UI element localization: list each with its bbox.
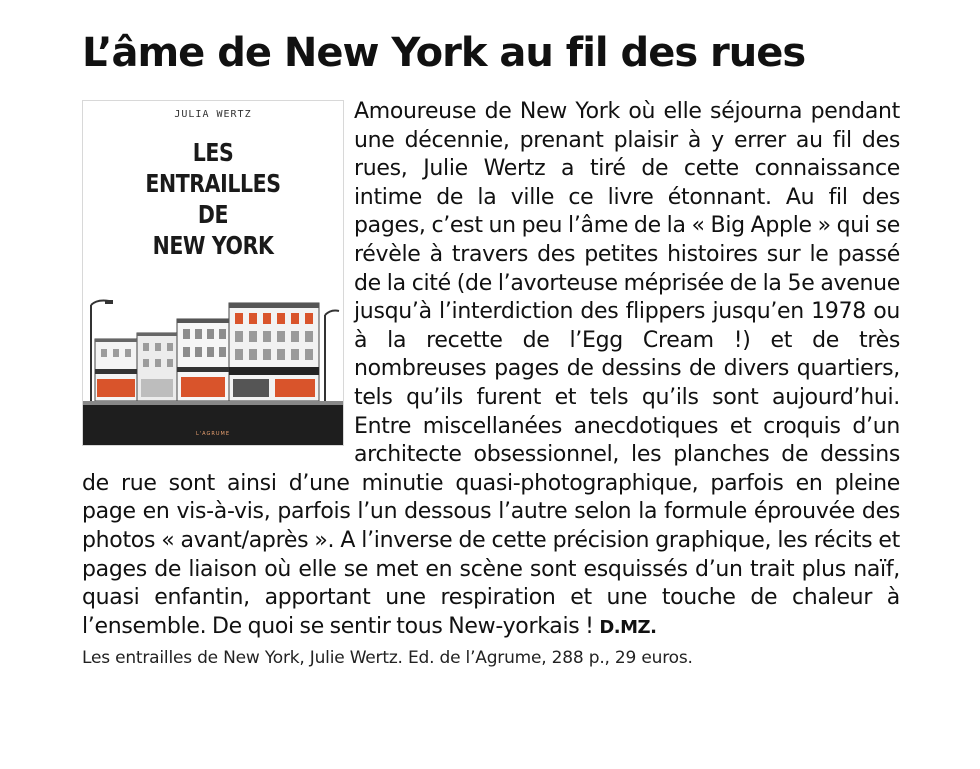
cover-author: JULIA WERTZ (174, 109, 252, 120)
cover-title-line: ENTRAILLES (145, 169, 281, 198)
author-signature: D.MZ. (599, 616, 657, 638)
article (82, 28, 900, 670)
body-text: Amoureuse de New York où elle séjourna pendant une décennie, prenant plaisir à y errer au fil des rues, Julie Wertz a tiré de cette connaissance intime de la ville ce livre étonnant. Au fil des pages, c’est un peu l’âme de la « Big Apple » qui se révèle à travers des petites histoires sur le passé de la cité (de l’avorteuse méprisée de la 5e avenue jusqu’à l’interdiction des flippers jusqu’en 1978 ou à la recette de l’Egg Cream !) et de très nombreuses pages de dessins de divers quartiers, tels qu’ils furent et tels qu’ils sont aujourd’hui. Entre miscellanées anecdotiques et croquis d’un architecte obsessionnel, les planches de dessins de rue sont ainsi d’une minutie quasi-photographique, parfois en pleine page en vis-à-vis, parfois l’un dessous l’autre selon la formule éprouvée des photos « avant/après ». A l’inverse de cette précision graphique, les récits et pages de liaison où elle se met en scène sont esquissés d’un trait plus naïf, quasi enfantin, apportant une respiration et une touche de chaleur à l’ensemble. De quoi se sentir tous New-yorkais ! (82, 99, 900, 639)
cover-street-illustration (83, 297, 344, 446)
book-cover-image (82, 100, 344, 446)
headline: L’âme de New York au fil des rues (82, 30, 806, 76)
article-body-wrap (82, 98, 900, 642)
cover-title-line: LES (192, 138, 234, 167)
cover-title (106, 137, 319, 261)
cover-publisher: L'AGRUME (196, 431, 230, 437)
book-reference-caption: Les entrailles de New York, Julie Wertz. Ed. de l’Agrume, 288 p., 29 euros. (82, 648, 693, 669)
cover-title-line: NEW YORK (152, 231, 274, 260)
cover-title-line: DE (197, 200, 229, 229)
